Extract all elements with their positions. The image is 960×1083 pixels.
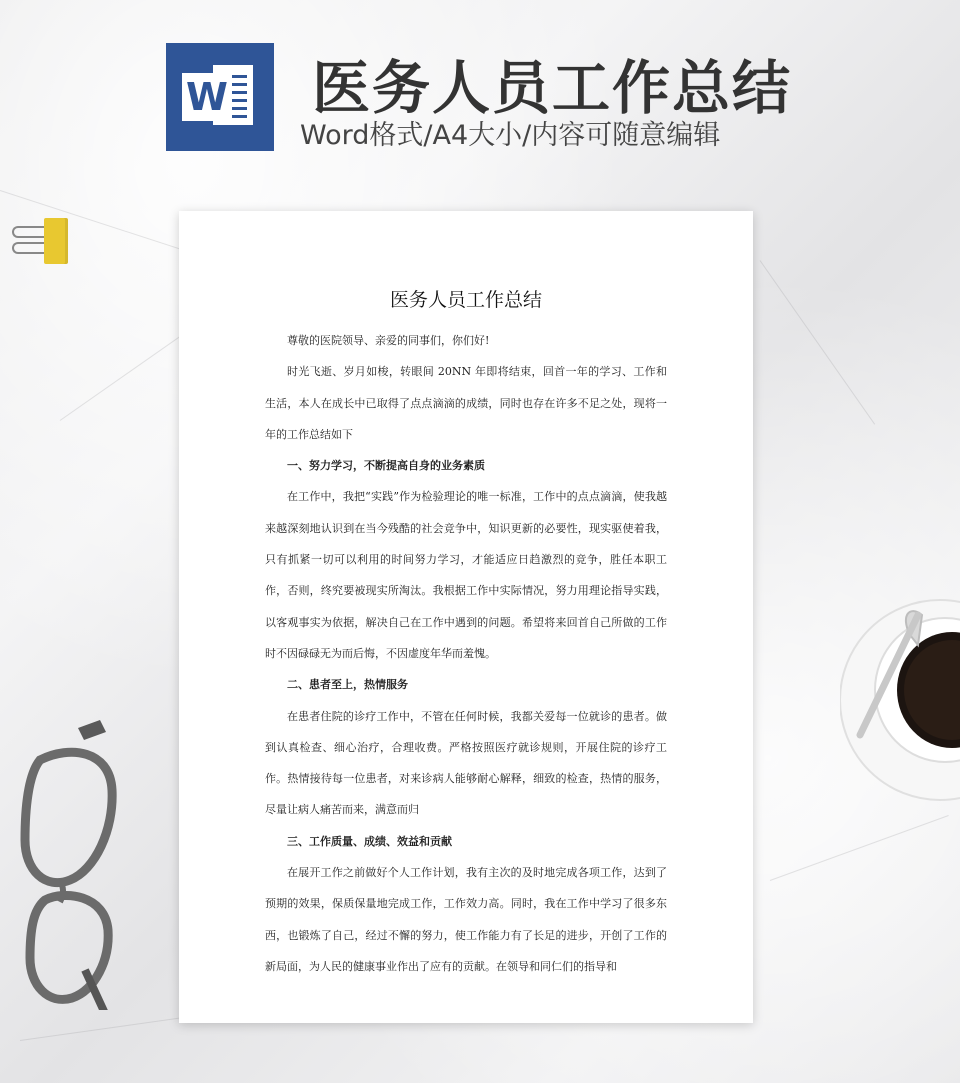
header-title: 医务人员工作总结 (312, 54, 793, 122)
document-page (179, 211, 753, 1023)
document-title: 医务人员工作总结 (389, 289, 542, 311)
paragraph-section-1: 在工作中，我把“实践”作为检验理论的唯一标准，工作中的点点滴滴，使我越来越深刻地认识到在当今残酷的社会竞争中，知识更新的必要性，现实驱使着我，只有抓紧一切可以利用的时间努力学习，才能适应日趋激烈的竞争，胜任本职工作，否则，终究要被现实所淘汰。我根据工作中实际情况，努力用理论指导实践，以客观事实为依据，解决自己在工作中遇到的问题。希望将来回首自己所做的工作时不因碌碌无为而后悔，不因虚度年华而羞愧。 (265, 490, 667, 660)
word-letter: W (182, 73, 232, 121)
marble-vein (770, 815, 949, 881)
word-logo-icon (166, 43, 274, 151)
paragraph-intro: 时光飞逝、岁月如梭，转眼间 20NN 年即将结束，回首一年的学习、工作和生活，本人在成长中已取得了点点滴滴的成绩，同时也存在许多不足之处，现将一年的工作总结如下 (265, 365, 667, 441)
paragraph-section-2: 在患者住院的诊疗工作中，不管在任何时候，我都关爱每一位就诊的患者。做到认真检查、细心治疗，合理收费。严格按照医疗就诊规则，开展住院的诊疗工作。热情接待每一位患者，对来诊病人能够耐心解释，细致的检查，热情的服务，尽量让病人痛苦而来，满意而归 (265, 709, 667, 817)
header-subtitle: Word格式/A4大小/内容可随意编辑 (300, 120, 721, 151)
paragraph-section-3: 在展开工作之前做好个人工作计划，我有主次的及时地完成各项工作，达到了预期的效果，保质保量地完成工作，工作效力高。同时，我在工作中学习了很多东西，也锻炼了自己，经过不懈的努力，使工作能力有了长足的进步，开创了工作的新局面，为人民的健康事业作出了应有的贡献。在领导和同仁们的指导和 (265, 866, 667, 973)
marble-vein (760, 260, 876, 424)
coffee-cup-icon (840, 585, 960, 805)
glasses-icon (0, 720, 150, 1010)
document-body (265, 325, 667, 982)
section-heading-1: 一、努力学习，不断提高自身的业务素质 (287, 459, 485, 473)
section-heading-2: 二、患者至上，热情服务 (287, 678, 408, 692)
paragraph-greeting: 尊敬的医院领导、亲爱的同事们，你们好! (287, 334, 490, 347)
binder-clip-icon (10, 218, 68, 264)
section-heading-3: 三、工作质量、成绩、效益和贡献 (287, 834, 452, 848)
